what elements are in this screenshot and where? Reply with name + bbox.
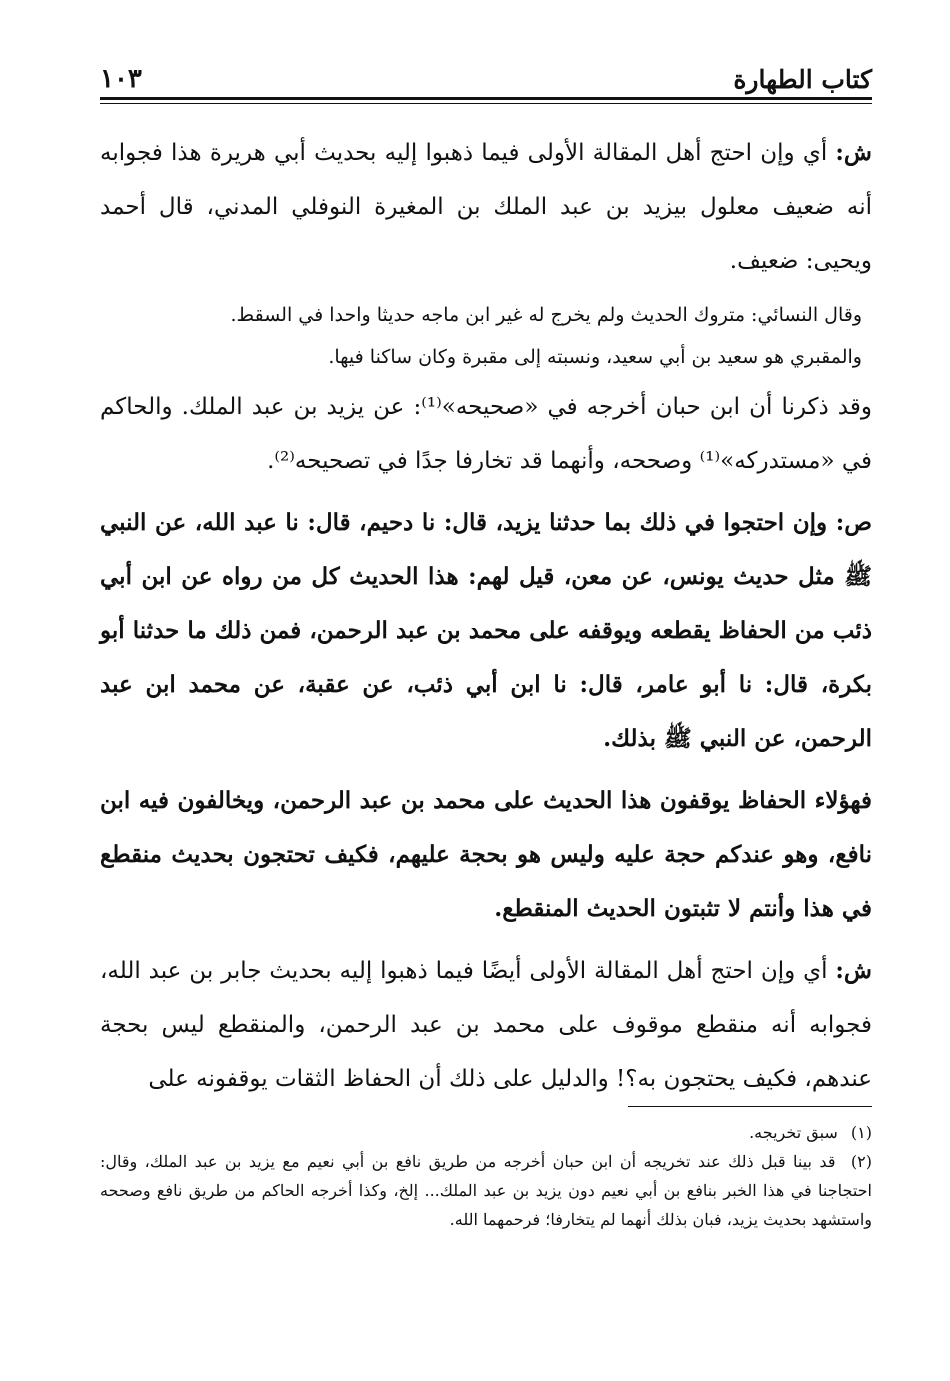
paragraph-ibn-hibban [100, 380, 872, 488]
header-rule-thin [100, 103, 872, 104]
paragraph-sharh-1 [100, 126, 872, 288]
page-number: ١٠٣ [100, 64, 142, 94]
paragraph-label: ش: [835, 957, 872, 984]
footnote-2 [100, 1147, 872, 1234]
paragraph-label: ش: [835, 139, 872, 166]
paragraph-text: فهؤلاء الحفاظ يوقفون هذا الحديث على محمد بن عبد الرحمن، ويخالفون فيه ابن نافع، وهو عندكم حجة عليه وليس هو بحجة عليهم، فكيف تحتجون بحديث منقطع في هذا وأنتم لا تثبتون الحديث المنقطع. [100, 787, 872, 922]
paragraph-maqburi [100, 338, 872, 376]
paragraph-text: أي وإن احتج أهل المقالة الأولى فيما ذهبوا إليه بحديث أبي هريرة هذا فجوابه أنه ضعيف معلول بيزيد بن عبد الملك بن المغيرة النوفلي المدني، قال أحمد ويحيى: ضعيف. [100, 140, 872, 274]
footnote-number: (٢) [850, 1152, 872, 1171]
paragraph-text: وإن احتجوا في ذلك بما حدثنا يزيد، قال: نا دحيم، قال: نا عبد الله، عن النبي ﷺ مثل حديث يونس، عن معن، قيل لهم: هذا الحديث كل من رواه عن ابن أبي ذئب من الحفاظ يقطعه ويوقفه على محمد بن عبد الرحمن، فمن ذلك ما حدثنا أبو بكرة، قال: نا أبو عامر، قال: نا ابن أبي ذئب، عن عقبة، عن محمد ابن عبد الرحمن، عن النبي ﷺ بذلك. [100, 509, 872, 752]
paragraph-label: ص: [835, 509, 872, 536]
main-text [100, 126, 872, 1114]
page-header [100, 52, 872, 94]
paragraph-matn-2 [100, 774, 872, 936]
paragraph-text: وقد ذكرنا أن ابن حبان أخرجه في «صحيحه»⁽¹⁾: عن يزيد بن عبد الملك. والحاكم في «مستدركه»⁽¹⁾ وصححه، وأنهما قد تخارفا جدًا في تصحيحه⁽²⁾. [100, 394, 872, 474]
paragraph-text: والمقبري هو سعيد بن أبي سعيد، ونسبته إلى مقبرة وكان ساكنا فيها. [328, 346, 862, 368]
footnote-number: (١) [850, 1123, 872, 1142]
header-rule-thick [100, 97, 872, 100]
paragraph-nasai [100, 296, 872, 334]
paragraph-text: وقال النسائي: متروك الحديث ولم يخرج له غير ابن ماجه حديثا واحدا في السقط. [230, 304, 862, 326]
footnote-separator [628, 1106, 872, 1107]
running-title: كتاب الطهارة [733, 65, 872, 94]
footnote-1 [100, 1118, 872, 1147]
footnote-text: قد بينا قبل ذلك عند تخريجه أن ابن حبان أخرجه من طريق نافع بن أبي نعيم مع يزيد بن عبد الملك، وقال: احتجاجنا في هذا الخبر بنافع بن أبي نعيم دون يزيد بن عبد الملك... إلخ، وكذا أخرجه الحاكم من طريق نافع وصححه واستشهد بحديث يزيد، فبان بذلك أنهما لم يتخارفا؛ فرحمهما الله. [100, 1152, 872, 1229]
paragraph-matn-1 [100, 496, 872, 766]
footnote-text: سبق تخريجه. [749, 1123, 838, 1142]
footnotes [100, 1118, 872, 1234]
paragraph-text: أي وإن احتج أهل المقالة الأولى أيضًا فيما ذهبوا إليه بحديث جابر بن عبد الله، فجوابه أنه منقطع موقوف على محمد بن عبد الرحمن، والمنقطع ليس بحجة عندهم، فكيف يحتجون به؟! والدليل على ذلك أن الحفاظ الثقات يوقفونه على [100, 958, 872, 1092]
paragraph-sharh-2 [100, 944, 872, 1106]
